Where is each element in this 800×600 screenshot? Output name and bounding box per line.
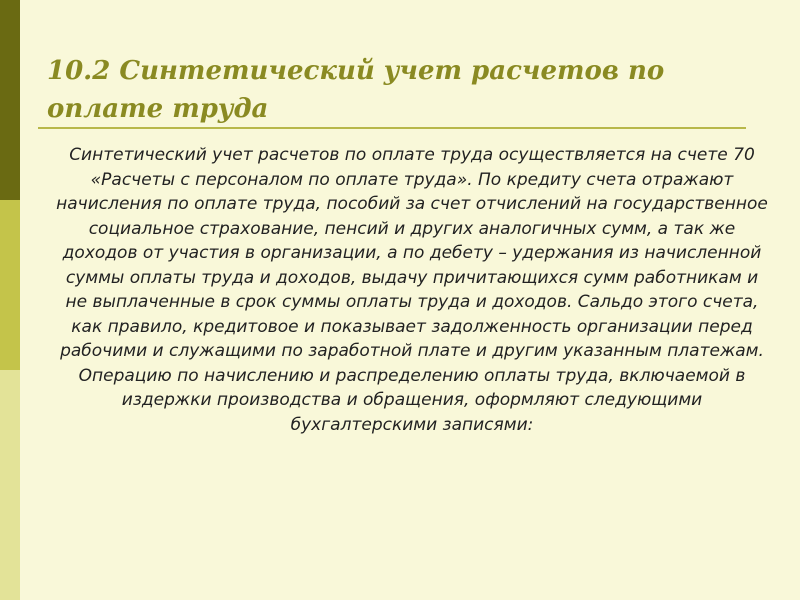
sidebar-stripe-dark	[0, 0, 20, 200]
body-paragraph-2: Операцию по начислению и распределению оплаты труда, включаемой в издержки производства и обращения, оформляют следующими бухгалтерскими записями:	[78, 365, 746, 435]
slide-title: 10.2 Синтетический учет расчетов по оплате труда	[47, 56, 665, 124]
sidebar-stripe-mid	[0, 200, 20, 370]
body-paragraph-1: Синтетический учет расчетов по оплате труда осуществляется на счете 70 «Расчеты с персоналом по оплате труда». По кредиту счета отражают начисления по оплате труда, пособий за счет отчислений на государственное социальное страхование, пенсий и других аналогичных сумм, а так же доходов от участия в организации, а по дебету – удержания из начисленной суммы оплаты труда и доходов, выдачу причитающихся сумм работникам и не выплаченные в срок суммы оплаты труда и доходов. Сальдо этого счета, как правило, кредитовое и показывает задолженность организации перед рабочими и служащими по заработной плате и другим указанным платежам.	[56, 145, 768, 361]
sidebar-stripe-light	[0, 370, 20, 600]
slide-body	[56, 143, 768, 437]
title-underline	[38, 127, 746, 129]
